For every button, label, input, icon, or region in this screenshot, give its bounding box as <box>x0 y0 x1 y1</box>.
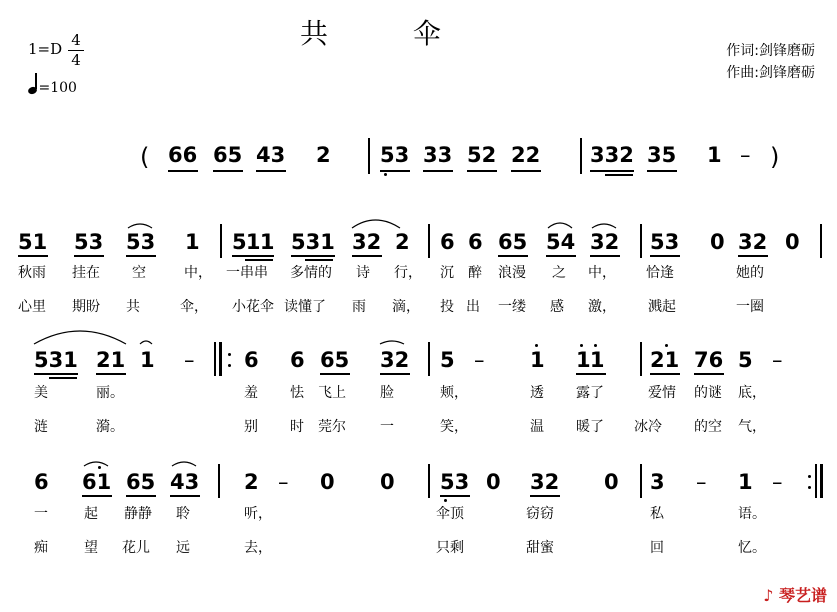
lyric: 花儿 <box>122 540 150 556</box>
lyric: 涟 <box>34 419 48 435</box>
tempo-value: =100 <box>38 80 77 96</box>
lyric: 痴 <box>34 540 48 556</box>
lyric: 怯 <box>290 385 304 401</box>
note: 32 <box>352 230 382 254</box>
lyric: 远 <box>176 540 190 556</box>
key-signature: 1=D <box>28 40 63 58</box>
lyric: 雨 <box>352 299 366 315</box>
note: 21 <box>96 348 126 372</box>
lyric: 漪。 <box>96 419 124 435</box>
note: 2 <box>395 230 410 254</box>
lyric: 别 <box>244 419 258 435</box>
note: 332 <box>590 143 634 167</box>
lyric: 一缕 <box>498 299 526 315</box>
lyric: 忆。 <box>738 540 766 556</box>
lyric: 恰逢 <box>646 265 674 281</box>
slur <box>172 462 196 466</box>
lyric: 共 <box>126 299 140 315</box>
lyric: 的空 <box>694 419 722 435</box>
note: 1 1 <box>576 348 601 372</box>
note: 2 <box>244 470 259 494</box>
note: 1 <box>707 143 722 167</box>
lyric: 甜蜜 <box>526 540 554 556</box>
lyric: 窃窃 <box>526 506 554 522</box>
note: 6 <box>440 230 455 254</box>
note: 531 <box>34 348 78 372</box>
note: 0 <box>486 470 501 494</box>
note: 5 1 1 <box>232 230 271 254</box>
note: 1 <box>530 348 545 372</box>
lyric: 飞上 <box>318 385 346 401</box>
note: 76 <box>694 348 724 372</box>
note: 6 <box>468 230 483 254</box>
note: 22 <box>511 143 541 167</box>
song-title: 共 伞 <box>300 17 479 50</box>
lyric: 中， <box>184 265 212 281</box>
lyric: 一串串 <box>226 265 268 281</box>
composer-credit: 作曲:剑锋磨砺 <box>726 65 815 81</box>
note: 5 <box>738 348 753 372</box>
note: 35 <box>647 143 677 167</box>
lyric: 美 <box>34 385 48 401</box>
note: 21 <box>650 348 680 372</box>
lyric: 透 <box>530 385 544 401</box>
lyric: 暖了 <box>576 419 604 435</box>
lyric: 秋雨 <box>18 265 46 281</box>
slur <box>592 224 616 228</box>
note: 32 <box>530 470 560 494</box>
note: 32 <box>738 230 768 254</box>
lyric: 挂在 <box>72 265 100 281</box>
note: 65 <box>213 143 243 167</box>
lyric: 去， <box>244 540 272 556</box>
lyric: 语。 <box>738 506 766 522</box>
lyric: 底， <box>738 385 766 401</box>
note: 5 <box>440 348 455 372</box>
lyric: 回 <box>650 540 664 556</box>
note: 0 <box>785 230 800 254</box>
lyric: 期盼 <box>72 299 100 315</box>
note: 52 <box>467 143 497 167</box>
lyric: 伞顶 <box>436 506 464 522</box>
lyric: 起 <box>84 506 98 522</box>
lyric: 空 <box>132 265 146 281</box>
note: 6 <box>34 470 49 494</box>
lyric: 听， <box>244 506 272 522</box>
note: 53 <box>440 470 470 494</box>
note: 65 <box>126 470 156 494</box>
note: 54 <box>546 230 576 254</box>
lyric: 聆 <box>176 506 190 522</box>
lyric: 脸 <box>380 385 394 401</box>
intro-close-paren: ) <box>770 143 780 171</box>
lyric: 之 <box>552 265 566 281</box>
lyric: 一 <box>34 506 48 522</box>
lyric: 浪漫 <box>498 265 526 281</box>
time-sig-bottom: 4 <box>71 51 81 69</box>
logo-text: 琴艺谱 <box>778 586 827 605</box>
lyric: 笑， <box>440 419 468 435</box>
note: 65 <box>498 230 528 254</box>
lyric: 只剩 <box>436 540 464 556</box>
slur <box>352 220 400 228</box>
lyric: 她的 <box>736 265 764 281</box>
note: 43 <box>170 470 200 494</box>
note: 43 <box>256 143 286 167</box>
note: – <box>278 470 289 494</box>
lyric: 小花伞 <box>232 299 274 315</box>
note: 65 <box>320 348 350 372</box>
lyric: 羞 <box>244 385 258 401</box>
lyric: 心里 <box>18 299 46 315</box>
note: 53 <box>74 230 104 254</box>
logo-icon: ♪ <box>763 586 774 605</box>
note: – <box>772 348 783 372</box>
lyric: 行， <box>394 265 422 281</box>
note: – <box>474 348 485 372</box>
lyric: 露了 <box>576 385 604 401</box>
lyric: 伞， <box>180 299 208 315</box>
lyric: 莞尔 <box>318 419 346 435</box>
slur <box>128 224 152 228</box>
note: 6 <box>290 348 305 372</box>
note: 3 <box>650 470 665 494</box>
lyric: 滴， <box>392 299 420 315</box>
site-logo <box>763 583 827 606</box>
note: 1 <box>185 230 200 254</box>
lyric: 沉 <box>440 265 454 281</box>
slur <box>380 341 404 344</box>
intro-open-paren: ( <box>140 143 150 171</box>
lyric: 丽。 <box>96 385 124 401</box>
lyric: 读懂了 <box>284 299 326 315</box>
note: 32 <box>380 348 410 372</box>
lyric: 中， <box>588 265 616 281</box>
note: 1 <box>738 470 753 494</box>
lyric: 激， <box>588 299 616 315</box>
lyric: 冰冷 <box>634 419 662 435</box>
note: – <box>184 348 195 372</box>
note: – <box>740 143 751 167</box>
note: 0 <box>710 230 725 254</box>
time-sig-top: 4 <box>71 31 81 49</box>
note: 1 <box>140 348 155 372</box>
lyric: 气， <box>738 419 766 435</box>
note: 53 <box>650 230 680 254</box>
lyric: 的谜 <box>694 385 722 401</box>
lyric: 温 <box>530 419 544 435</box>
lyric: 诗 <box>356 265 370 281</box>
lyric: 一圈 <box>736 299 764 315</box>
lyric: 投 <box>440 299 454 315</box>
lyric: 一 <box>380 419 394 435</box>
slur <box>34 331 126 344</box>
lyric: 望 <box>84 540 98 556</box>
lyric: 多情的 <box>290 265 332 281</box>
note: 53 <box>380 143 410 167</box>
note: – <box>696 470 707 494</box>
lyric: 出 <box>466 299 480 315</box>
lyric: 爱情 <box>648 385 676 401</box>
slur <box>84 462 108 466</box>
note: – <box>772 470 783 494</box>
lyricist-credit: 作词:剑锋磨砺 <box>726 43 815 59</box>
lyric: 醉 <box>468 265 482 281</box>
note: 0 <box>380 470 395 494</box>
note: 32 <box>590 230 620 254</box>
note: 33 <box>423 143 453 167</box>
lyric: 溅起 <box>648 299 676 315</box>
slur <box>548 223 572 228</box>
note: 66 <box>168 143 198 167</box>
lyric: 静静 <box>124 506 152 522</box>
note: 531 <box>291 230 335 254</box>
note: 51 <box>18 230 48 254</box>
note: 0 <box>320 470 335 494</box>
lyric: 时 <box>290 419 304 435</box>
lyric: 私 <box>650 506 664 522</box>
note: 53 <box>126 230 156 254</box>
lyric: 感 <box>550 299 564 315</box>
note: 0 <box>604 470 619 494</box>
lyric: 颊， <box>440 385 468 401</box>
note: 6 <box>244 348 259 372</box>
slur <box>140 341 152 344</box>
note: 2 <box>316 143 331 167</box>
note: 61 <box>82 470 112 494</box>
